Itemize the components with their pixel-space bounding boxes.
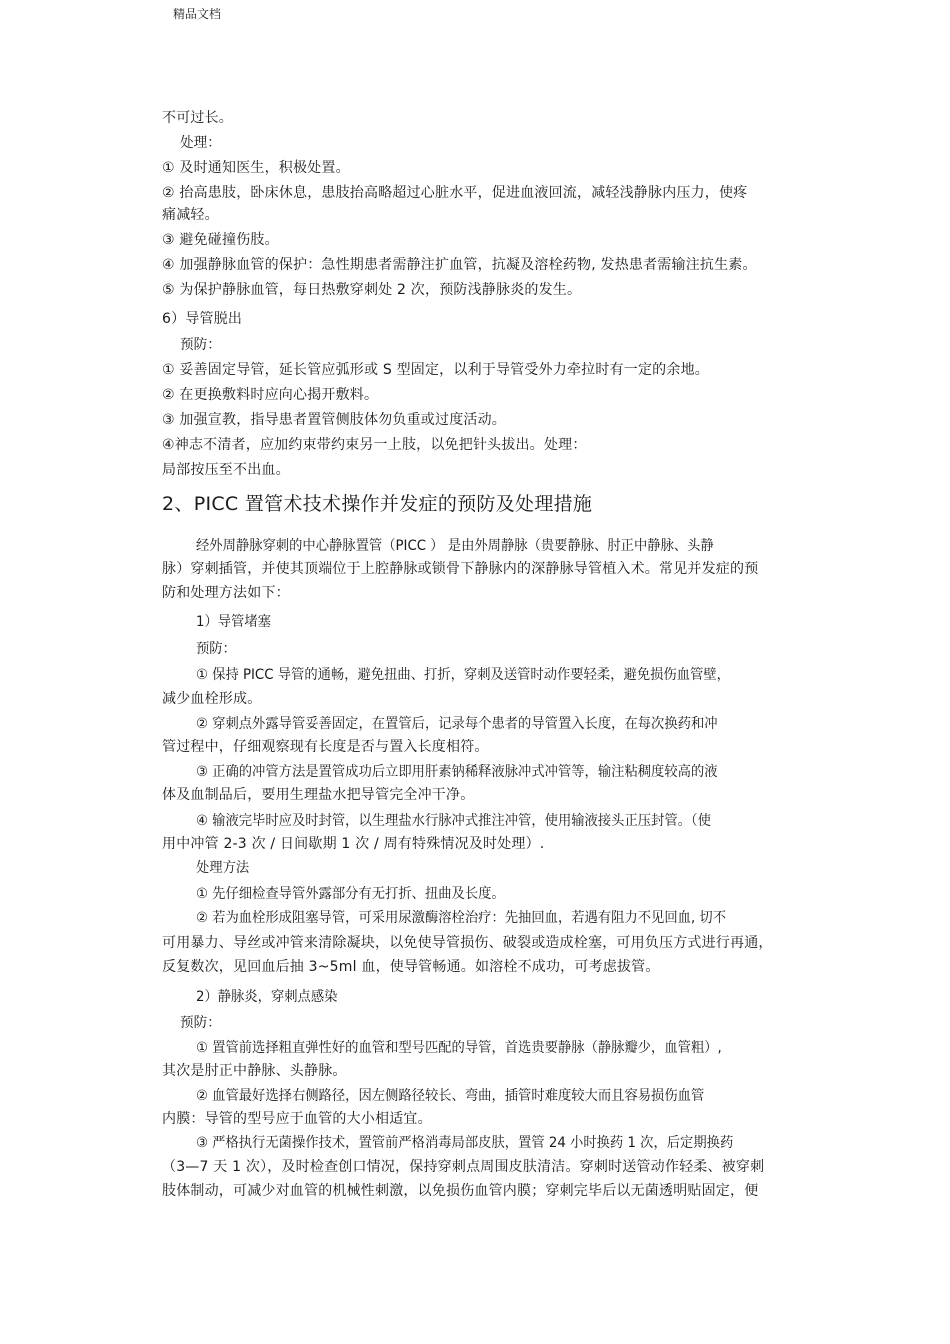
text-line: 预防： bbox=[180, 337, 221, 353]
text-line: 痛减轻。 bbox=[162, 207, 219, 223]
text-line: 不可过长。 bbox=[162, 110, 233, 126]
list-item: ① 先仔细检查导管外露部分有无打折、扭曲及长度。 bbox=[196, 886, 505, 902]
subheading: 1）导管堵塞 bbox=[196, 614, 271, 630]
subheading: 处理方法 bbox=[196, 860, 250, 876]
text-line: 管过程中，仔细观察现有长度是否与置入长度相符。 bbox=[162, 739, 489, 755]
list-item: ⑤ 为保护静脉血管，每日热敷穿刺处 2 次，预防浅静脉炎的发生。 bbox=[162, 282, 582, 298]
section-heading: 2、PICC 置管术技术操作并发症的预防及处理措施 bbox=[162, 493, 593, 515]
list-item: ① 妥善固定导管，延长管应弧形或 S 型固定，以利于导管受外力牵拉时有一定的余地。 bbox=[162, 362, 709, 378]
subheading: 2）静脉炎，穿刺点感染 bbox=[196, 989, 338, 1005]
text-line: 反复数次，见回血后抽 3~5ml 血，使导管畅通。如溶栓不成功，可考虑拔管。 bbox=[162, 959, 660, 975]
text-line: 预防： bbox=[180, 1015, 221, 1031]
text-line: 可用暴力、导丝或冲管来清除凝块，以免使导管损伤、破裂或造成栓塞，可用负压方式进行再通， bbox=[162, 935, 773, 951]
text-line: （3—7 天 1 次），及时检查创口情况，保持穿刺点周围皮肤清洁。穿刺时送管动作轻柔、被穿刺 bbox=[162, 1159, 765, 1175]
list-item: ② 穿刺点外露导管妥善固定，在置管后，记录每个患者的导管置入长度，在每次换药和冲 bbox=[196, 716, 718, 732]
list-item: ④神志不清者，应加约束带约束另一上肢，以免把针头拔出。处理： bbox=[162, 437, 587, 453]
text-line: 体及血制品后，要用生理盐水把导管完全冲干净。 bbox=[162, 787, 475, 803]
list-item: ③ 加强宣教，指导患者置管侧肢体勿负重或过度活动。 bbox=[162, 412, 506, 428]
list-item: ④ 加强静脉血管的保护：急性期患者需静注扩血管，抗凝及溶栓药物, 发热患者需输注抗生素。 bbox=[162, 257, 757, 273]
text-line: 内膜：导管的型号应于血管的大小相适宜。 bbox=[162, 1111, 432, 1127]
list-item: ③ 避免碰撞伤肢。 bbox=[162, 232, 279, 248]
text-line: 处理： bbox=[180, 135, 221, 151]
list-item: ① 及时通知医生，积极处置。 bbox=[162, 160, 350, 176]
list-item: ② 抬高患肢，卧床休息，患肢抬高略超过心脏水平，促进血液回流，减轻浅静脉内压力，使疼 bbox=[162, 185, 748, 201]
text-line: 肢体制动，可减少对血管的机械性刺激，以免损伤血管内膜；穿刺完毕后以无菌透明贴固定，便 bbox=[162, 1183, 759, 1199]
subheading: 6）导管脱出 bbox=[162, 311, 243, 327]
text-line: 预防： bbox=[196, 641, 236, 657]
list-item: ③ 严格执行无菌操作技术，置管前严格消毒局部皮肤，置管 24 小时换药 1 次，后定期换药 bbox=[196, 1135, 734, 1151]
watermark-text: 精品文档 bbox=[173, 7, 222, 21]
text-line: 减少血栓形成。 bbox=[162, 691, 262, 707]
text-line: 局部按压至不出血。 bbox=[162, 462, 290, 478]
text-line: 其次是肘正中静脉、头静脉。 bbox=[162, 1063, 347, 1079]
list-item: ② 血管最好选择右侧路径，因左侧路径较长、弯曲，插管时难度较大而且容易损伤血管 bbox=[196, 1088, 705, 1104]
list-item: ① 保持 PICC 导管的通畅，避免扭曲、打折，穿刺及送管时动作要轻柔，避免损伤血管壁， bbox=[196, 667, 730, 683]
list-item: ② 若为血栓形成阻塞导管，可采用尿激酶溶栓治疗：先抽回血，若遇有阻力不见回血, 切不 bbox=[196, 910, 727, 926]
list-item: ② 在更换敷料时应向心揭开敷料。 bbox=[162, 387, 379, 403]
text-line: 防和处理方法如下： bbox=[162, 585, 290, 601]
list-item: ③ 正确的冲管方法是置管成功后立即用肝素钠稀释液脉冲式冲管等，输注粘稠度较高的液 bbox=[196, 764, 718, 780]
list-item: ④ 输液完毕时应及时封管，以生理盐水行脉冲式推注冲管，使用输液接头正压封管。（使 bbox=[196, 813, 711, 829]
text-line: 脉）穿刺插管，并使其顶端位于上腔静脉或锁骨下静脉内的深静脉导管植入术。常见并发症的预 bbox=[162, 561, 759, 577]
list-item: ① 置管前选择粗直弹性好的血管和型号匹配的导管，首选贵要静脉（静脉瓣少，血管粗）, bbox=[196, 1040, 722, 1056]
text-line: 经外周静脉穿刺的中心静脉置管（PICC ） 是由外周静脉（贵要静脉、肘正中静脉、头静 bbox=[196, 538, 714, 554]
text-line: 用中冲管 2-3 次 / 日间歇期 1 次 / 周有特殊情况及时处理）. bbox=[162, 836, 545, 852]
